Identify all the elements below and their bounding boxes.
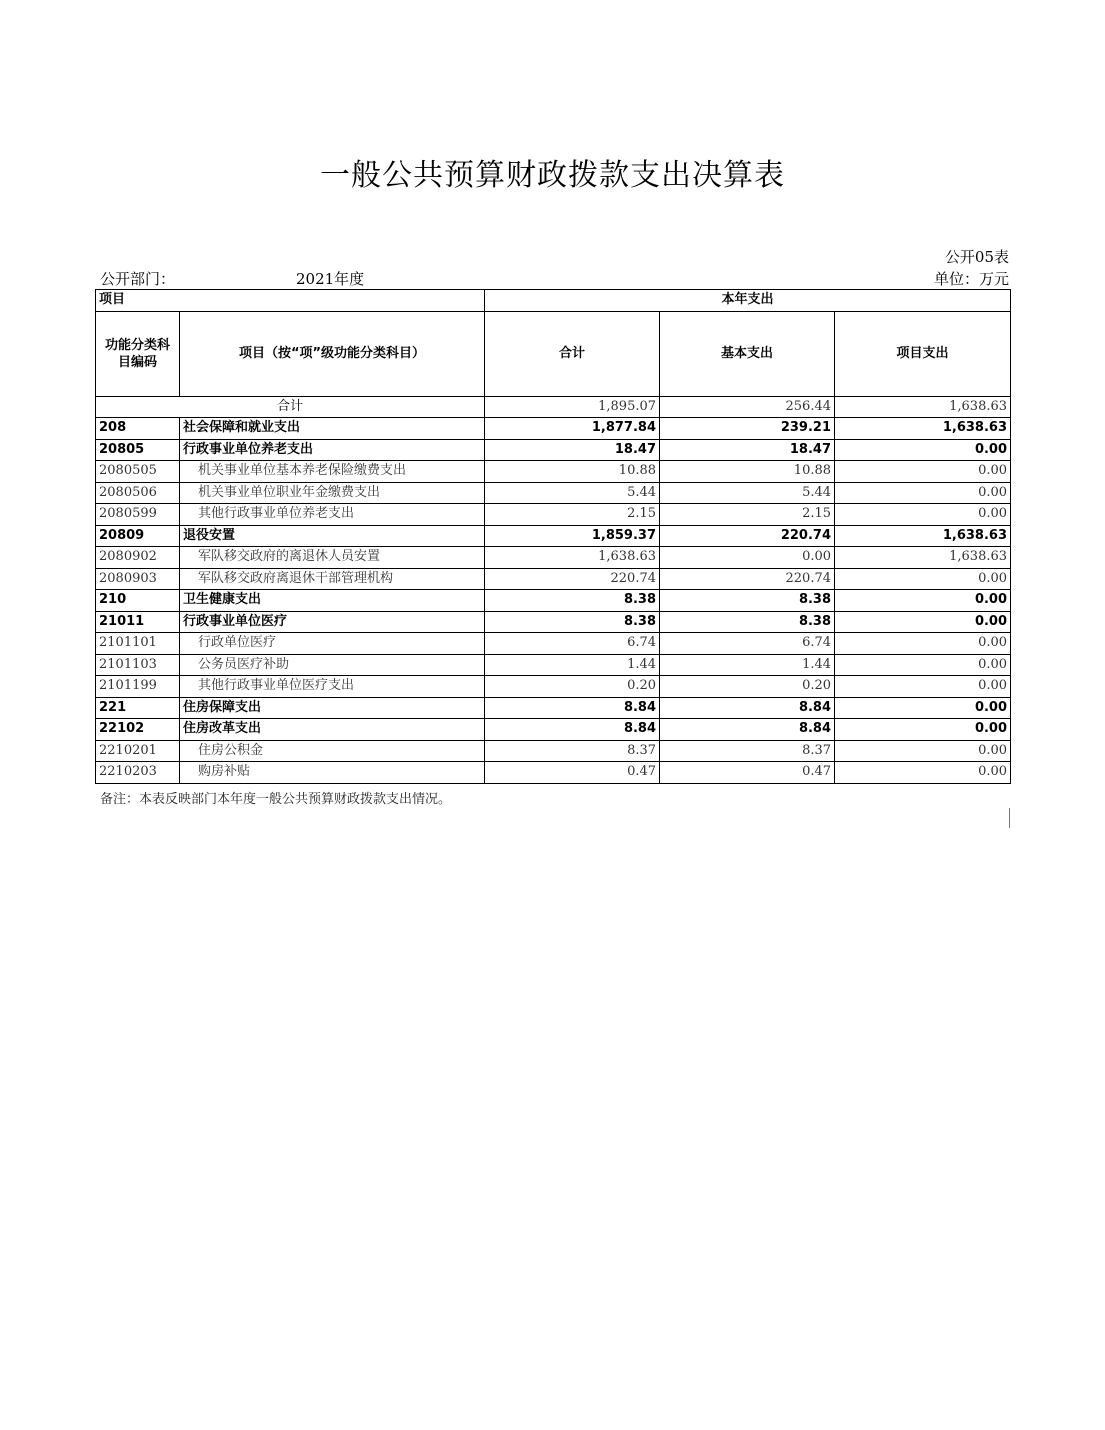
total-amount: 1,895.07 [485,396,660,418]
row-name: 购房补贴 [180,762,485,784]
row-basic: 8.84 [660,719,835,741]
unit-label: 单位：万元 [933,270,1009,288]
row-total: 18.47 [485,439,660,461]
row-code: 2101101 [96,633,180,655]
row-basic: 0.00 [660,547,835,569]
row-project: 0.00 [835,504,1011,526]
table-row [96,740,1011,762]
row-name: 住房公积金 [180,740,485,762]
total-project: 1,638.63 [835,396,1011,418]
row-name: 其他行政事业单位养老支出 [180,504,485,526]
row-name: 军队移交政府的离退休人员安置 [180,547,485,569]
table-row [96,418,1011,440]
row-total: 8.38 [485,590,660,612]
header-name: 项目（按“项”级功能分类科目） [180,311,485,396]
row-project: 0.00 [835,719,1011,741]
row-basic: 10.88 [660,461,835,483]
row-project: 0.00 [835,762,1011,784]
row-name: 住房改革支出 [180,719,485,741]
row-basic: 8.84 [660,697,835,719]
row-name: 社会保障和就业支出 [180,418,485,440]
table-row [96,439,1011,461]
table-row [96,611,1011,633]
table-row [96,633,1011,655]
row-project: 0.00 [835,568,1011,590]
row-basic: 8.38 [660,611,835,633]
table-row [96,525,1011,547]
row-code: 221 [96,697,180,719]
row-total: 1,877.84 [485,418,660,440]
header-code: 功能分类科目编码 [96,311,180,396]
row-basic: 220.74 [660,568,835,590]
row-name: 机关事业单位基本养老保险缴费支出 [180,461,485,483]
row-project: 1,638.63 [835,418,1011,440]
row-code: 2080902 [96,547,180,569]
row-name: 军队移交政府离退休干部管理机构 [180,568,485,590]
header-total: 合计 [485,311,660,396]
footnote: 备注：本表反映部门本年度一般公共预算财政拨款支出情况。 [100,792,452,807]
header-row-1 [96,290,1011,312]
row-code: 2101199 [96,676,180,698]
row-total: 8.84 [485,697,660,719]
row-basic: 0.47 [660,762,835,784]
row-total: 8.37 [485,740,660,762]
row-project: 1,638.63 [835,525,1011,547]
total-basic: 256.44 [660,396,835,418]
budget-table [95,289,1011,784]
header-row-2 [96,311,1011,396]
table-row [96,762,1011,784]
table-row [96,590,1011,612]
row-code: 2080599 [96,504,180,526]
row-total: 2.15 [485,504,660,526]
row-basic: 2.15 [660,504,835,526]
row-code: 2080903 [96,568,180,590]
row-total: 8.38 [485,611,660,633]
form-number: 公开05表 [944,248,1009,266]
row-total: 8.84 [485,719,660,741]
row-total: 5.44 [485,482,660,504]
row-name: 公务员医疗补助 [180,654,485,676]
row-name: 其他行政事业单位医疗支出 [180,676,485,698]
row-project: 0.00 [835,439,1011,461]
row-total: 1,859.37 [485,525,660,547]
row-total: 220.74 [485,568,660,590]
table-row [96,676,1011,698]
row-project: 0.00 [835,676,1011,698]
row-total: 6.74 [485,633,660,655]
table-row [96,547,1011,569]
row-project: 1,638.63 [835,547,1011,569]
row-project: 0.00 [835,482,1011,504]
row-total: 0.20 [485,676,660,698]
row-name: 行政单位医疗 [180,633,485,655]
row-code: 2080505 [96,461,180,483]
row-code: 20809 [96,525,180,547]
row-code: 210 [96,590,180,612]
row-total: 1,638.63 [485,547,660,569]
row-basic: 0.20 [660,676,835,698]
table-row [96,654,1011,676]
row-code: 2210203 [96,762,180,784]
row-name: 住房保障支出 [180,697,485,719]
total-row [96,396,1011,418]
row-basic: 239.21 [660,418,835,440]
row-project: 0.00 [835,740,1011,762]
header-item: 项目 [96,290,485,312]
row-basic: 18.47 [660,439,835,461]
header-project: 项目支出 [835,311,1011,396]
row-basic: 220.74 [660,525,835,547]
table-row [96,504,1011,526]
row-total: 1.44 [485,654,660,676]
row-basic: 1.44 [660,654,835,676]
divider [1009,808,1010,828]
row-basic: 8.38 [660,590,835,612]
row-basic: 8.37 [660,740,835,762]
row-basic: 5.44 [660,482,835,504]
table-row [96,461,1011,483]
row-total: 10.88 [485,461,660,483]
row-name: 卫生健康支出 [180,590,485,612]
row-project: 0.00 [835,461,1011,483]
row-basic: 6.74 [660,633,835,655]
row-code: 2210201 [96,740,180,762]
row-code: 22102 [96,719,180,741]
row-name: 退役安置 [180,525,485,547]
department-label: 公开部门： [100,270,176,288]
row-code: 208 [96,418,180,440]
row-project: 0.00 [835,590,1011,612]
row-code: 2080506 [96,482,180,504]
row-code: 2101103 [96,654,180,676]
page-title: 一般公共预算财政拨款支出决算表 [320,158,785,193]
row-total: 0.47 [485,762,660,784]
table-row [96,697,1011,719]
table-row [96,482,1011,504]
row-project: 0.00 [835,633,1011,655]
row-project: 0.00 [835,654,1011,676]
row-name: 行政事业单位养老支出 [180,439,485,461]
row-code: 20805 [96,439,180,461]
header-this-year: 本年支出 [485,290,1011,312]
fiscal-year: 2021年度 [296,270,365,288]
header-basic: 基本支出 [660,311,835,396]
row-code: 21011 [96,611,180,633]
row-project: 0.00 [835,697,1011,719]
row-project: 0.00 [835,611,1011,633]
table-row [96,719,1011,741]
table-row [96,568,1011,590]
total-label: 合计 [96,396,485,418]
row-name: 机关事业单位职业年金缴费支出 [180,482,485,504]
row-name: 行政事业单位医疗 [180,611,485,633]
